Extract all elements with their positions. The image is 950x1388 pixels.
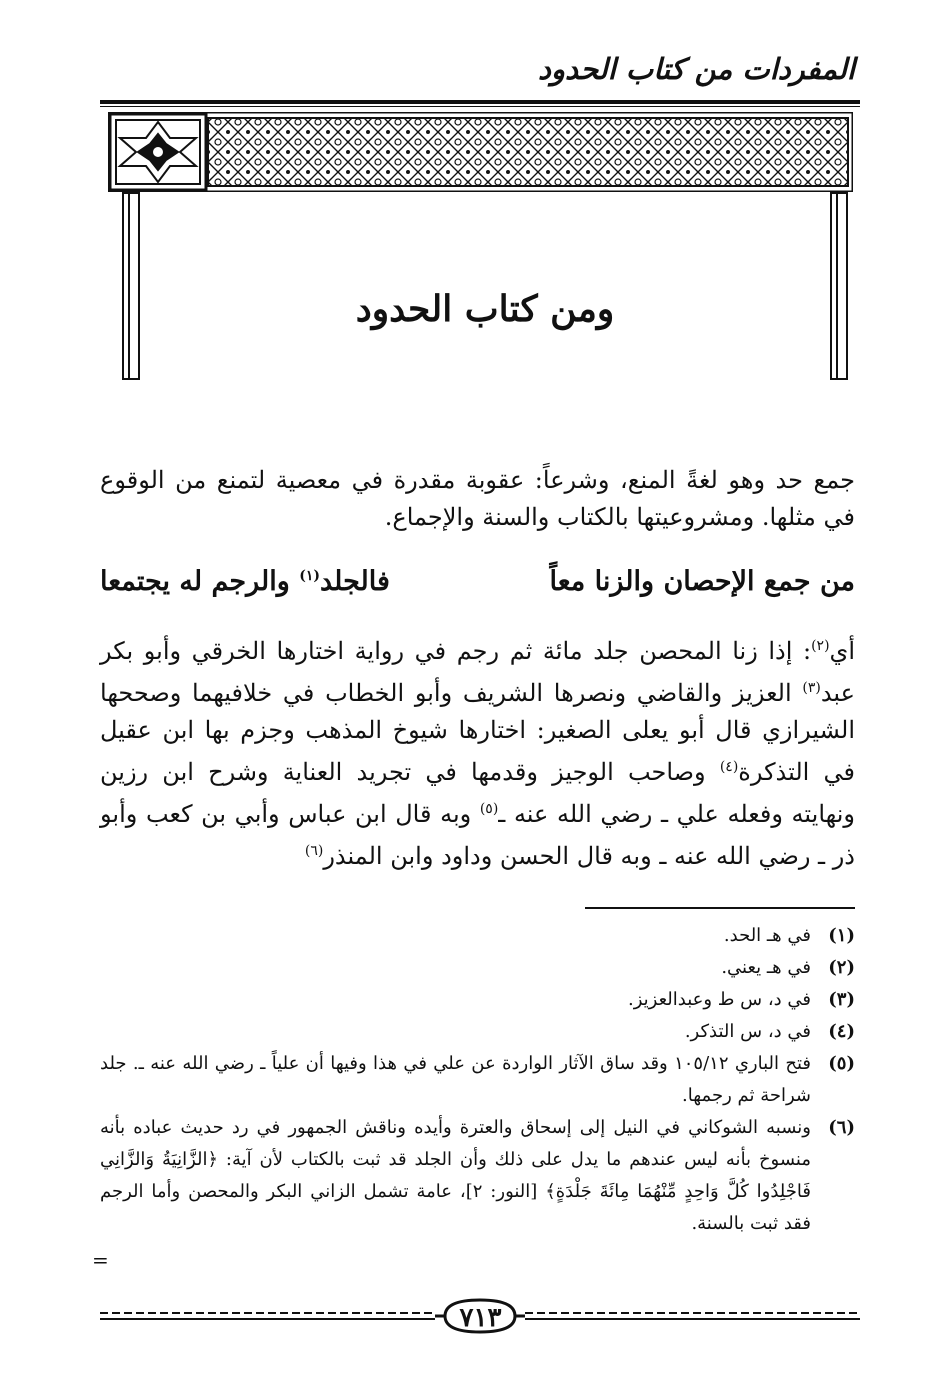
footnote-number: (٣): [828, 989, 855, 1010]
running-header: المفردات من كتاب الحدود: [538, 52, 855, 86]
footnote-ref: (٢): [811, 638, 830, 654]
frame-post-right: [830, 192, 848, 380]
footnote-number: (٥): [828, 1053, 855, 1074]
frame-post-left: [122, 192, 140, 380]
commentary-text: أي: [829, 637, 855, 665]
footnote-ref: (٦): [304, 843, 324, 859]
footnote-ref: (٣): [802, 680, 821, 696]
footnote-ref: (٤): [719, 759, 739, 775]
verse-hemistich-2-end: والرجم له يجتمعا: [100, 566, 300, 597]
footnote-item: [100, 920, 855, 952]
footnote-separator: [585, 907, 855, 909]
continuation-mark: =: [92, 1248, 109, 1272]
footnote-number: (١): [828, 925, 855, 946]
footnote-item: [100, 1048, 855, 1112]
footnote-number: (٤): [828, 1021, 855, 1042]
footnote-ref: (١): [299, 568, 320, 584]
ornamental-border: [108, 112, 853, 192]
header-rule-thin: [100, 106, 860, 107]
footnote-item: [100, 1112, 855, 1240]
verse-line: [100, 566, 855, 597]
commentary-paragraph: [100, 628, 855, 875]
footnote-text: فتح الباري ١٠٥/١٢ وقد ساق الآثار الواردة عن علي في هذا وفيها أن علياً ـ رضي الله عنه ـ. جلد شراحة ثم رجمها.: [100, 1053, 811, 1106]
footnote-item: [100, 984, 855, 1016]
footnote-text: في د، س التذكر.: [684, 1021, 811, 1042]
commentary-text: : إذا زنا المحصن جلد مائة ثم رجم في رواية اختارها الخرقي وأبو بكر عبد: [100, 637, 855, 707]
footnote-number: (٢): [828, 957, 855, 978]
header-rule-thick: [100, 100, 860, 104]
commentary-text: العزيز والقاضي ونصرها الشريف وأبو الخطاب في خلافيهما وصححها الشيرازي قال أبو يعلى الصغير: اختارها شيوخ المذهب وجزم بها ابن عقيل في التذكرة: [100, 679, 855, 786]
footnote-text: في هـ يعني.: [721, 957, 811, 978]
page-number: ٧١٣: [459, 1303, 502, 1333]
commentary-text: وبه قال ابن عباس وأبي بن كعب وأبو ذر ـ رضي الله عنه ـ وبه قال الحسن وداود وابن المنذر: [100, 800, 855, 870]
verse-hemistich-2: [100, 566, 390, 597]
commentary-text: وصاحب الوجيز وقدمها في تجريد العناية وشرح ابن رزين ونهايته وفعله علي ـ رضي الله عنه ـ: [100, 758, 855, 828]
footnote-item: [100, 1016, 855, 1048]
verse-hemistich-1: من جمع الإحصان والزنا معاً: [549, 566, 855, 597]
footnote-text: في د، س ط وعبدالعزيز.: [627, 989, 811, 1010]
footnote-item: [100, 952, 855, 984]
intro-paragraph: جمع حد وهو لغةً المنع، وشرعاً: عقوبة مقدرة في معصية لتمنع من الوقوع في مثلها. ومشروعيتها بالكتاب والسنة والإجماع.: [100, 466, 855, 531]
verse-hemistich-2-start: فالجلد: [319, 566, 390, 597]
chapter-title: ومن كتاب الحدود: [355, 288, 615, 330]
footnote-text: ونسبه الشوكاني في النيل إلى إسحاق والعترة وأيده وناقش الجمهور في رد حديث عباده بأنه منسوخ بأنه ليس عندهم ما يدل على ذلك وأن الجلد قد ثبت بالكتاب لأن آية: ﴿الزَّانِيَةُ وَالزَّانِي فَاجْلِدُوا كُلَّ وَاحِدٍ مِّنْهُمَا مِائَةَ جَلْدَةٍ﴾ [النور: ٢]، عامة تشمل الزاني البكر والمحصن وأما الرجم فقد ثبت بالسنة.: [100, 1117, 811, 1234]
footnote-text: في هـ الحد.: [723, 925, 811, 946]
footnote-number: (٦): [828, 1117, 855, 1138]
footnotes: [100, 920, 855, 1240]
footnote-ref: (٥): [479, 801, 499, 817]
